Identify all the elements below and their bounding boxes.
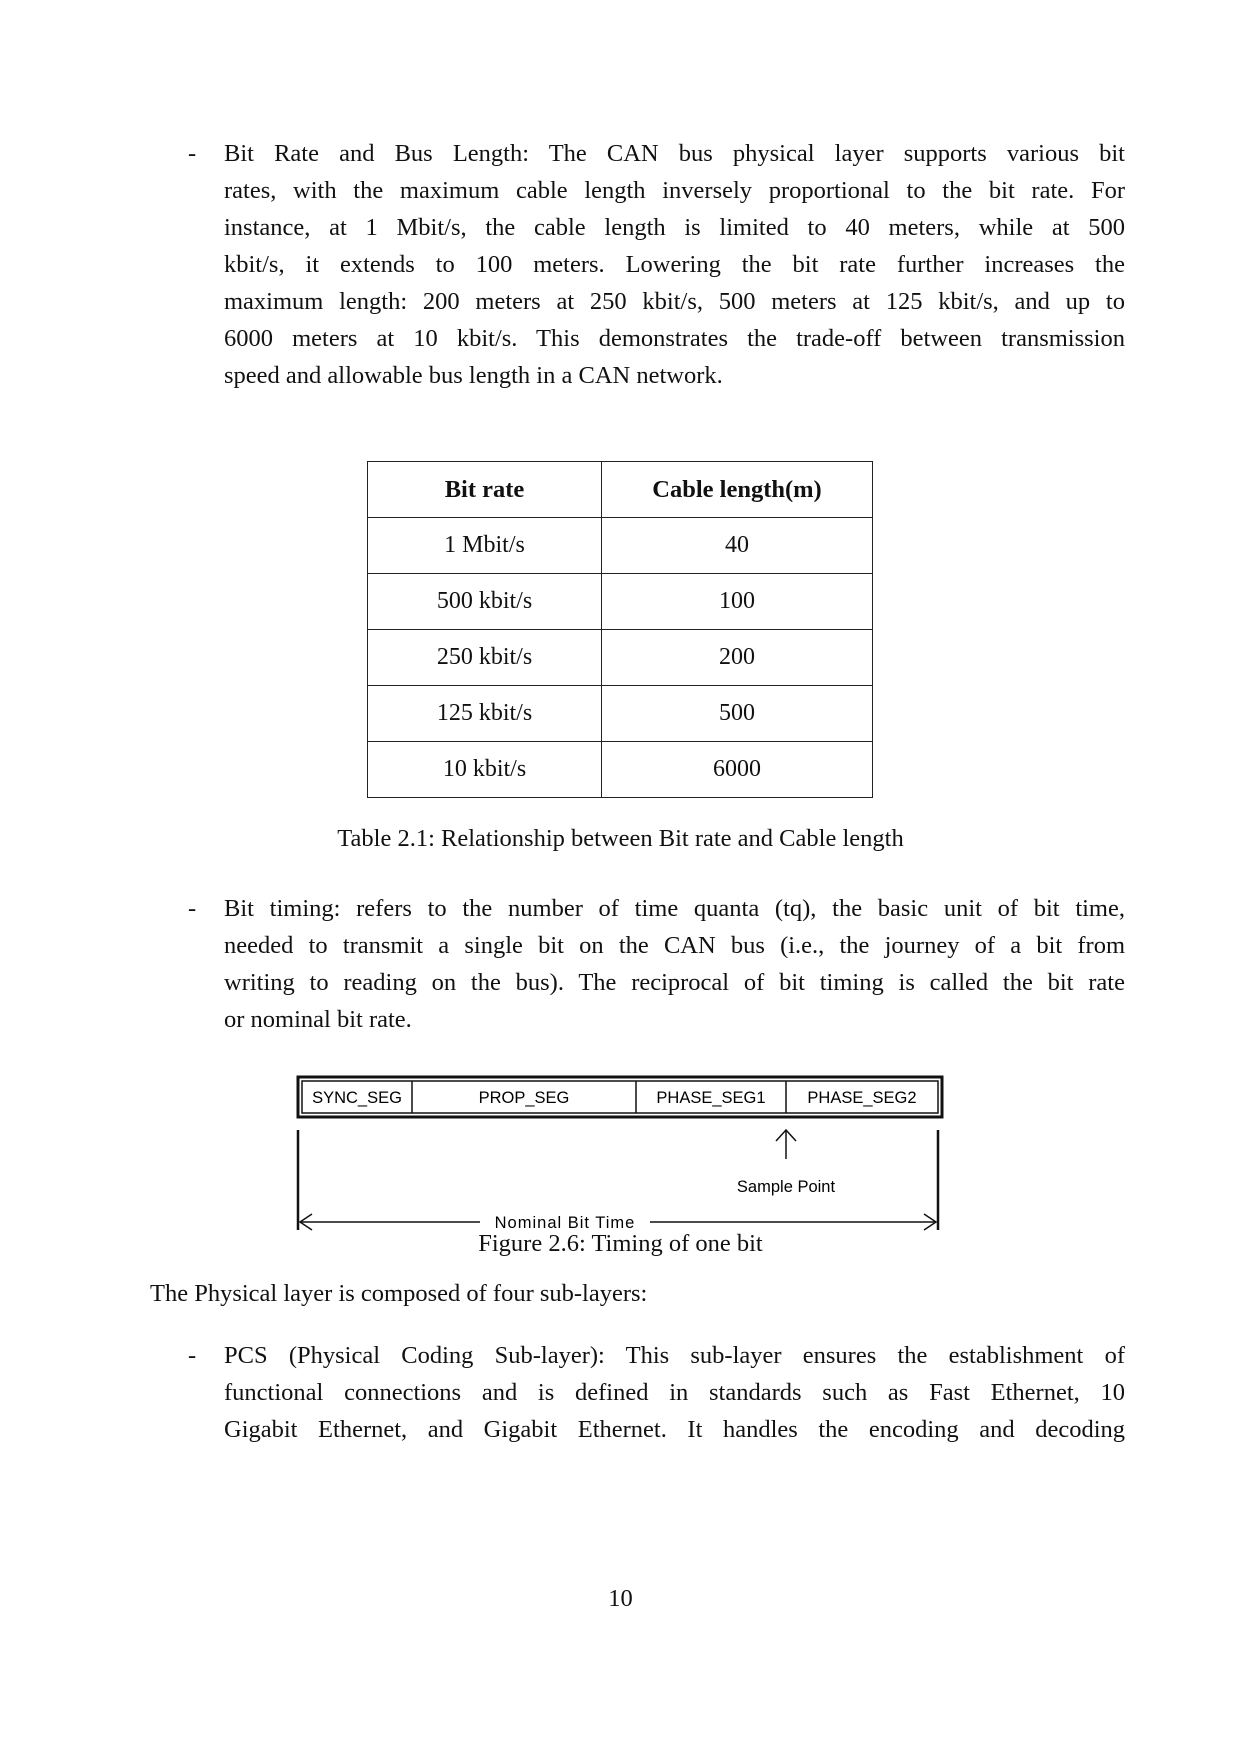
- text-line: Gigabit Ethernet, and Gigabit Ethernet. It handles the encoding and decoding: [224, 1416, 1125, 1443]
- nominal-bit-time-label: Nominal Bit Time: [494, 1214, 636, 1232]
- table-cell: 1 Mbit/s: [368, 518, 602, 574]
- text-line: speed and allowable bus length in a CAN network.: [224, 362, 723, 389]
- text-line: PCS (Physical Coding Sub-layer): This sub-layer ensures the establishment of: [224, 1342, 1125, 1369]
- table-row: [368, 574, 873, 630]
- table-header: Bit rate: [368, 462, 602, 518]
- segment-label-phase1: PHASE_SEG1: [656, 1089, 766, 1107]
- table-cell: 100: [602, 574, 873, 630]
- sample-point-label: Sample Point: [736, 1178, 836, 1196]
- text-line: needed to transmit a single bit on the CAN bus (i.e., the journey of a bit from: [224, 932, 1125, 959]
- page-number: 10: [608, 1585, 633, 1612]
- segment-label-sync: SYNC_SEG: [312, 1089, 402, 1107]
- table-row: [368, 630, 873, 686]
- bit-timing-diagram: [290, 1075, 950, 1245]
- table-caption: Table 2.1: Relationship between Bit rate and Cable length: [337, 825, 904, 852]
- bullet-dash: -: [188, 895, 197, 922]
- text-line: writing to reading on the bus). The reciprocal of bit timing is called the bit rate: [224, 969, 1125, 996]
- table-cell: 125 kbit/s: [368, 686, 602, 742]
- text-line: kbit/s, it extends to 100 meters. Lowering the bit rate further increases the: [224, 251, 1125, 278]
- bullet-dash: -: [188, 140, 197, 167]
- text-line: 6000 meters at 10 kbit/s. This demonstrates the trade-off between transmission: [224, 325, 1125, 352]
- table-cell: 40: [602, 518, 873, 574]
- bullet-text: [224, 1337, 1125, 1448]
- bullet-dash: -: [188, 1342, 197, 1369]
- bullet-text: [224, 135, 1125, 394]
- table-cell: 500 kbit/s: [368, 574, 602, 630]
- text-line: rates, with the maximum cable length inversely proportional to the bit rate. For: [224, 177, 1125, 204]
- table-cell: 10 kbit/s: [368, 742, 602, 798]
- text-line: instance, at 1 Mbit/s, the cable length is limited to 40 meters, while at 500: [224, 214, 1125, 241]
- table-row: [368, 686, 873, 742]
- text-line: Bit timing: refers to the number of time quanta (tq), the basic unit of bit time,: [224, 895, 1125, 922]
- bullet-bit-rate: [150, 135, 1125, 394]
- table-cell: 500: [602, 686, 873, 742]
- text-line: maximum length: 200 meters at 250 kbit/s, 500 meters at 125 kbit/s, and up to: [224, 288, 1125, 315]
- bullet-bit-timing: [150, 890, 1125, 1038]
- table-row: [368, 742, 873, 798]
- table-header: Cable length(m): [602, 462, 873, 518]
- bit-rate-table: [367, 461, 873, 798]
- bullet-text: [224, 890, 1125, 1038]
- bullet-pcs: [150, 1337, 1125, 1448]
- table-header-row: [368, 462, 873, 518]
- text-line: Bit Rate and Bus Length: The CAN bus physical layer supports various bit: [224, 140, 1125, 167]
- table-cell: 6000: [602, 742, 873, 798]
- table-cell: 200: [602, 630, 873, 686]
- table-row: [368, 518, 873, 574]
- table-cell: 250 kbit/s: [368, 630, 602, 686]
- physical-layer-intro: The Physical layer is composed of four sub-layers:: [150, 1280, 648, 1307]
- segment-label-prop: PROP_SEG: [478, 1089, 570, 1107]
- segment-label-phase2: PHASE_SEG2: [807, 1089, 917, 1107]
- text-line: functional connections and is defined in standards such as Fast Ethernet, 10: [224, 1379, 1125, 1406]
- text-line: or nominal bit rate.: [224, 1006, 412, 1033]
- figure-caption: Figure 2.6: Timing of one bit: [478, 1230, 763, 1257]
